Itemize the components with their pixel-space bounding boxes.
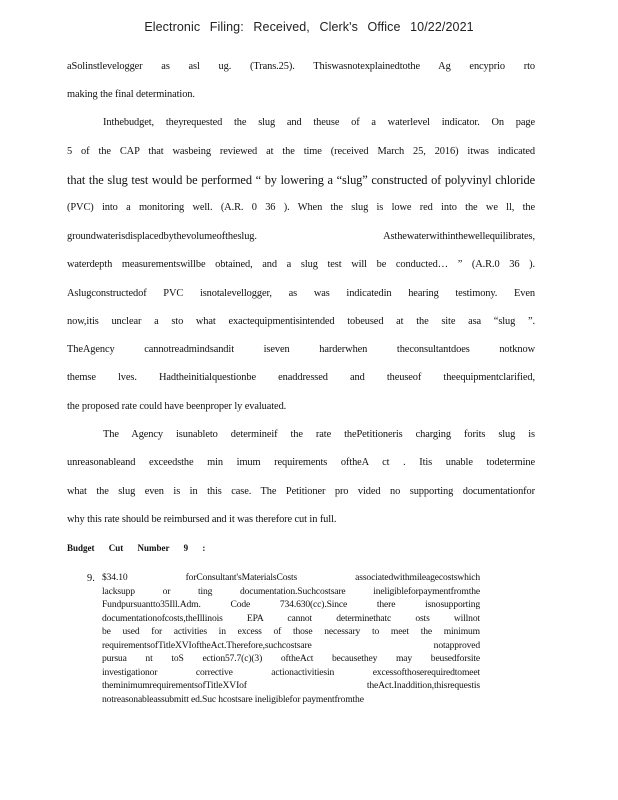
paragraph-line: aSolinstlevelogger as asl ug. (Trans.25). Thiswasnotexplainedtothe Ag encyprio rto (67, 61, 535, 72)
paragraph-line: Aslugconstructedof PVC isnotalevellogger, as was indicatedin hearing testimony. Even (67, 288, 535, 299)
list-item-line: be used for activities in excess of those necessary to meet the minimum (102, 626, 480, 637)
paragraph-line: that the slug test would be performed “ by lowering a “slug” constructed of polyvinyl chloride (67, 173, 535, 187)
paragraph-line: groundwaterisdisplacedbythevolumeoftheslug. Asthewaterwithinthewellequilibrates, (67, 231, 535, 242)
paragraph-line: making the final determination. (67, 89, 195, 100)
paragraph-line: The Agency isunableto determineif the rate thePetitioneris charging forits slug is (103, 429, 535, 440)
paragraph-line: what the slug even is in this case. The Petitioner pro vided no supporting documentationfor (67, 486, 535, 497)
paragraph-line: themse lves. Hadtheinitialquestionbe enaddressed and theuseof theequipmentclarified, (67, 372, 535, 383)
electronic-filing-header: Electronic Filing: Received, Clerk's Office 10/22/2021 (144, 20, 474, 34)
list-item-line: notreasonableassubmitt ed.Suc hcostsare ineligiblefor paymentfromthe (102, 694, 364, 705)
list-item-line: requirementsofTitleXVIoftheAct.Therefore,suchcostsare notapproved (102, 640, 480, 651)
list-item-line: Fundpursuantto35Ill.Adm. Code 734.630(cc).Since there isnosupporting (102, 599, 480, 610)
list-item-line: documentationofcosts,theIllinois EPA cannot determinethatc osts willnot (102, 613, 480, 624)
list-item-line: theminimumrequirementsofTitleXVIof theAct.Inaddition,thisrequestis (102, 680, 480, 691)
list-item-line: lacksupp or ting documentation.Suchcostsare ineligibleforpaymentfromthe (102, 586, 480, 597)
section-subheading: Budget Cut Number 9 : (67, 543, 206, 553)
list-item-line: investigationor corrective actionactivitiesin excessofthoserequiredtomeet (102, 667, 480, 678)
paragraph-line: the proposed rate could have beenproper ly evaluated. (67, 401, 287, 412)
paragraph-line: 5 of the CAP that wasbeing reviewed at the time (received March 25, 2016) itwas indicated (67, 146, 535, 157)
list-item-number: 9. (87, 573, 95, 584)
list-item-line: pursua nt toS ection57.7(c)(3) oftheAct becausethey may beusedforsite (102, 653, 480, 664)
list-item-line: $34.10 forConsultant'sMaterialsCosts associatedwithmileagecostswhich (102, 572, 480, 583)
paragraph-line: (PVC) into a monitoring well. (A.R. 0 36 ). When the slug is lowe red into the we ll, the (67, 202, 535, 213)
paragraph-line: TheAgency cannotreadmindsandit iseven harderwhen theconsultantdoes notknow (67, 344, 535, 355)
paragraph-line: waterdepth measurementswillbe obtained, and a slug test will be conducted… ” (A.R.0 36 ). (67, 259, 535, 270)
paragraph-line: unreasonableand exceedsthe min imum requirements oftheA ct . Itis unable todetermine (67, 457, 535, 468)
paragraph-line: why this rate should be reimbursed and it was therefore cut in full. (67, 514, 337, 525)
paragraph-line: now,itis unclear a sto what exactequipmentisintended tobeused at the site asa “slug ”. (67, 316, 535, 327)
paragraph-line: Inthebudget, theyrequested the slug and theuse of a waterlevel indicator. On page (103, 117, 535, 128)
